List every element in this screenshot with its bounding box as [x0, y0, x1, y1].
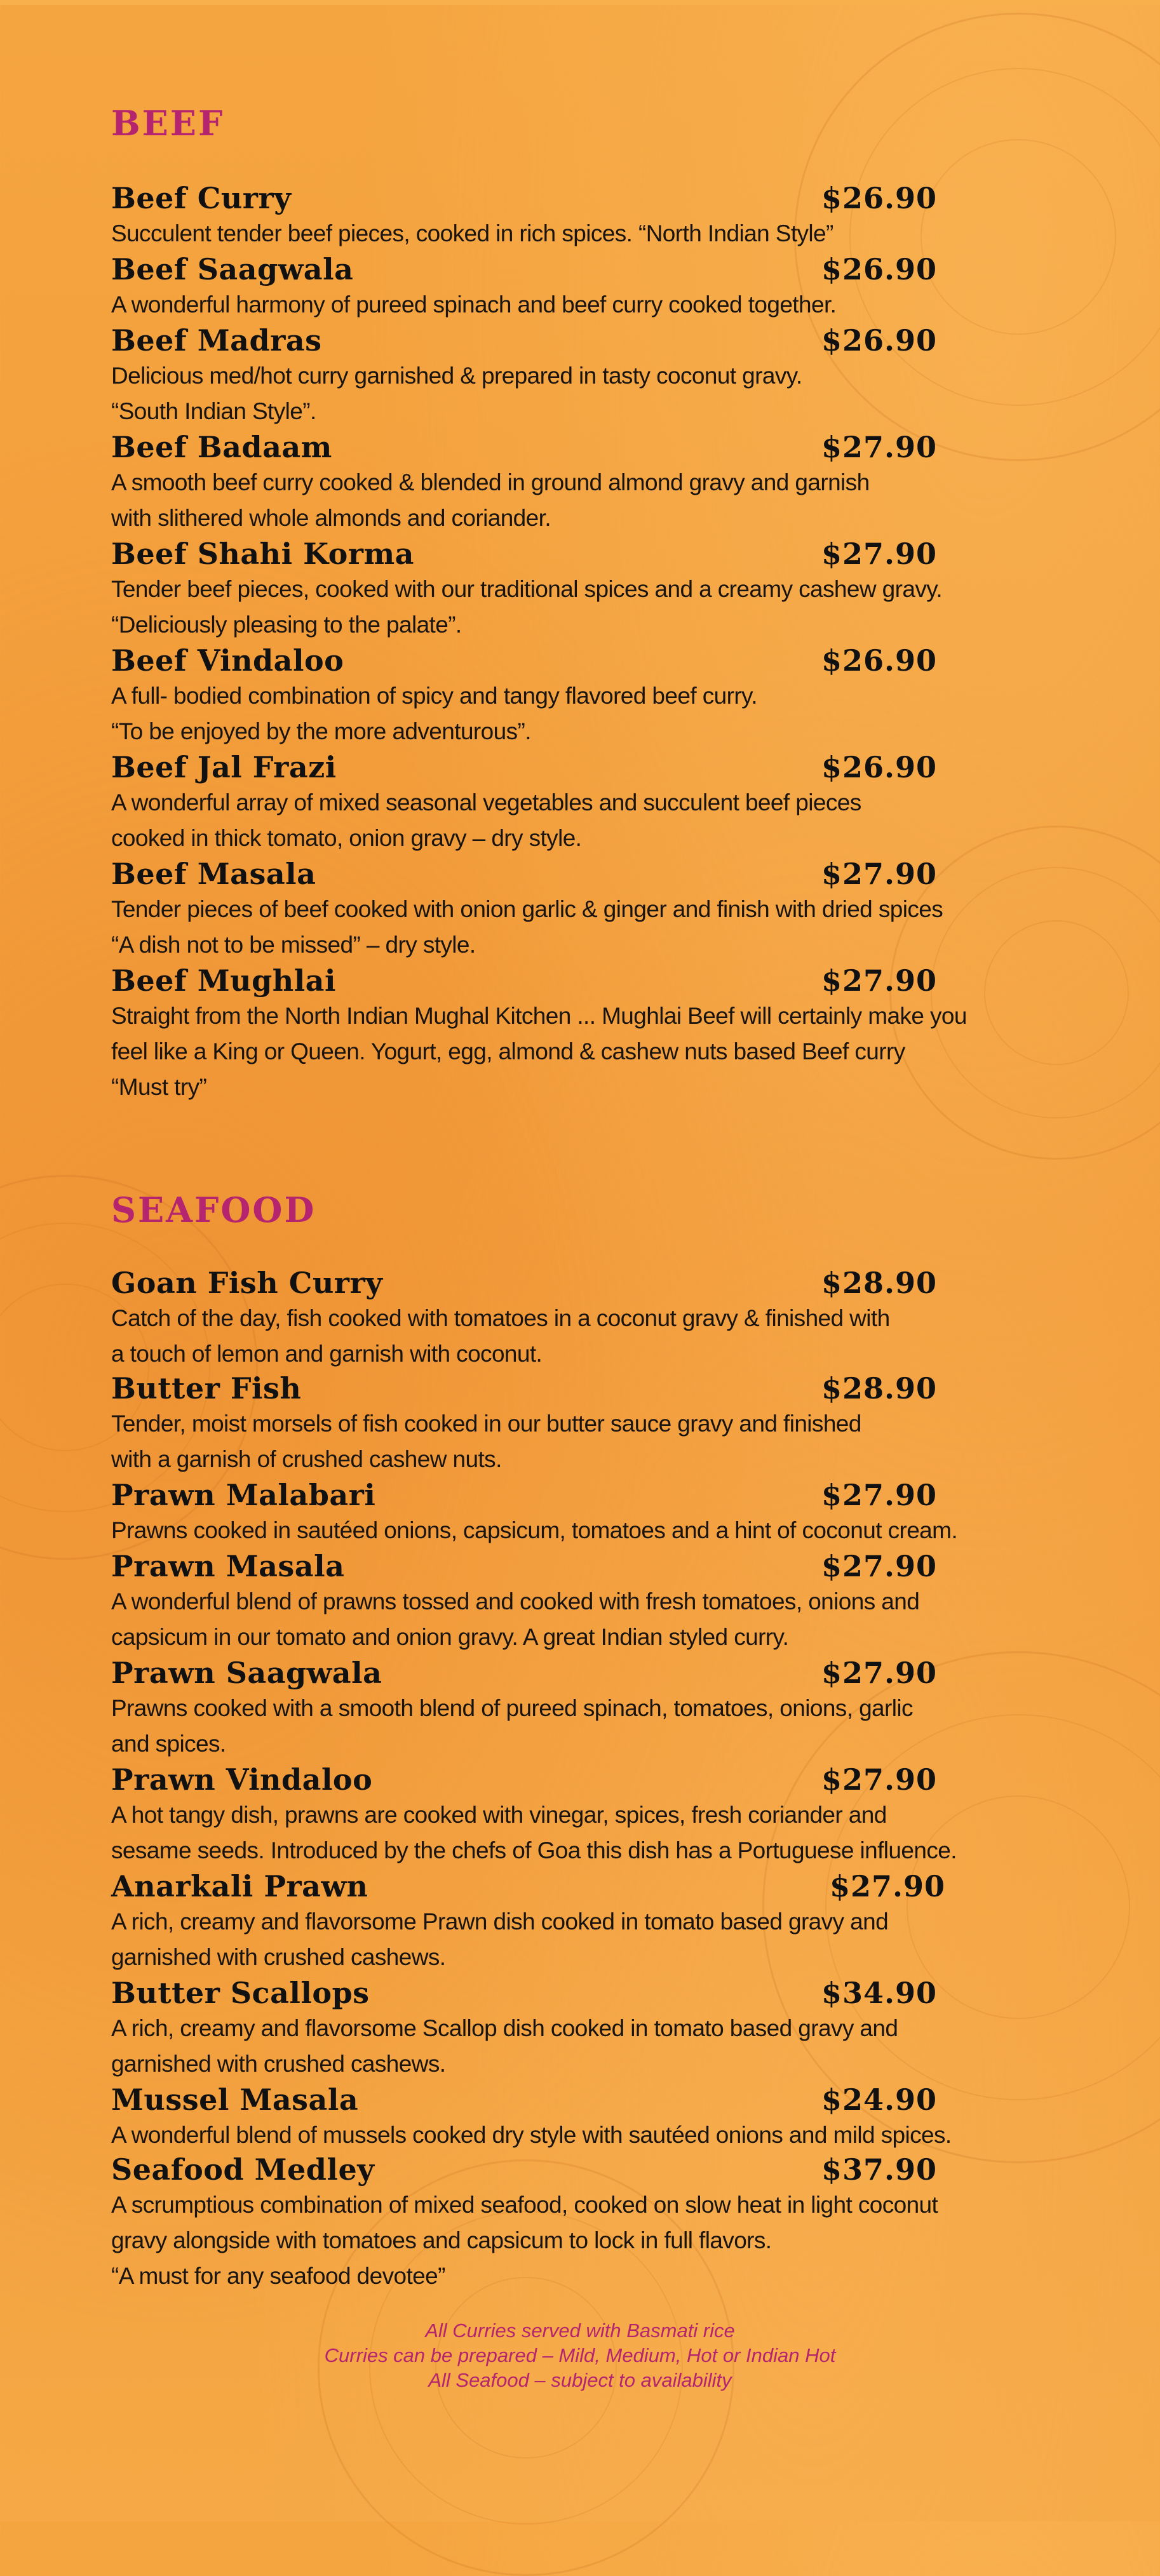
- item-description-line: “A dish not to be missed” – dry style.: [111, 932, 476, 958]
- item-name: Prawn Masala: [111, 1549, 345, 1583]
- item-name: Butter Scallops: [111, 1976, 370, 2010]
- menu-item: [111, 1371, 1001, 1477]
- item-price: $26.90: [821, 181, 938, 215]
- item-price: $28.90: [821, 1266, 938, 1300]
- section-title-seafood: SEAFOOD: [111, 1190, 316, 1230]
- item-description-line: Tender beef pieces, cooked with our traditional spices and a creamy cashew gravy.: [111, 576, 943, 602]
- item-name: Beef Curry: [111, 181, 292, 215]
- item-description-line: Delicious med/hot curry garnished & prepared in tasty coconut gravy.: [111, 363, 802, 389]
- item-description-line: Prawns cooked in sautéed onions, capsicum, tomatoes and a hint of coconut cream.: [111, 1517, 958, 1543]
- item-name: Prawn Saagwala: [111, 1656, 382, 1690]
- menu-item: [111, 643, 1001, 749]
- item-name: Anarkali Prawn: [111, 1869, 368, 1903]
- item-description-line: capsicum in our tomato and onion gravy. A great Indian styled curry.: [111, 1624, 789, 1650]
- item-name: Goan Fish Curry: [111, 1266, 383, 1300]
- item-price: $26.90: [821, 323, 938, 358]
- menu-item: [111, 536, 1001, 643]
- item-description-line: with a garnish of crushed cashew nuts.: [111, 1446, 502, 1472]
- menu-item: [111, 429, 1001, 536]
- item-description-line: with slithered whole almonds and coriander.: [111, 505, 551, 531]
- item-price: $26.90: [821, 750, 938, 784]
- top-border: [0, 0, 1160, 5]
- item-description-line: Succulent tender beef pieces, cooked in rich spices. “North Indian Style”: [111, 220, 833, 246]
- menu-item: [111, 1762, 1001, 1868]
- item-description-line: A hot tangy dish, prawns are cooked with vinegar, spices, fresh coriander and: [111, 1802, 887, 1828]
- menu-item: [111, 1548, 1001, 1655]
- item-description-line: Tender pieces of beef cooked with onion garlic & ginger and finish with dried spices: [111, 896, 943, 922]
- menu-item: [111, 963, 1001, 1105]
- footer-note: All Curries served with Basmati rice: [425, 2319, 735, 2342]
- item-name: Beef Saagwala: [111, 252, 354, 286]
- footer-note: All Seafood – subject to availability: [428, 2369, 732, 2391]
- menu-item: [111, 2082, 1001, 2153]
- item-description-line: sesame seeds. Introduced by the chefs of Goa this dish has a Portuguese influence.: [111, 1837, 957, 1863]
- item-price: $26.90: [821, 643, 938, 678]
- item-price: $27.90: [830, 1869, 946, 1903]
- item-name: Beef Shahi Korma: [111, 537, 414, 571]
- item-price: $27.90: [821, 963, 938, 998]
- item-description-line: “To be enjoyed by the more adventurous”.: [111, 718, 531, 744]
- menu-item: [111, 1655, 1001, 1762]
- item-price: $27.90: [821, 1549, 938, 1583]
- item-description-line: “Must try”: [111, 1074, 207, 1100]
- item-description-line: A scrumptious combination of mixed seafood, cooked on slow heat in light coconut: [111, 2192, 938, 2218]
- item-description-line: Prawns cooked with a smooth blend of pureed spinach, tomatoes, onions, garlic: [111, 1695, 913, 1721]
- item-description-line: and spices.: [111, 1731, 226, 1757]
- menu-item: [111, 749, 1001, 856]
- menu-item: [111, 1868, 1001, 1975]
- item-description-line: “South Indian Style”.: [111, 398, 316, 424]
- menu-item: [111, 2152, 1001, 2294]
- item-description-line: A wonderful harmony of pureed spinach and beef curry cooked together.: [111, 292, 837, 318]
- item-description-line: garnished with crushed cashews.: [111, 1944, 446, 1970]
- menu-footer-notes: [0, 2318, 1160, 2392]
- item-description-line: Tender, moist morsels of fish cooked in our butter sauce gravy and finished: [111, 1411, 861, 1437]
- menu-item: [111, 1477, 1001, 1548]
- item-description-line: A wonderful blend of prawns tossed and cooked with fresh tomatoes, onions and: [111, 1588, 920, 1614]
- item-description-line: A rich, creamy and flavorsome Prawn dish cooked in tomato based gravy and: [111, 1909, 889, 1935]
- item-name: Prawn Vindaloo: [111, 1762, 373, 1797]
- item-description-line: A full- bodied combination of spicy and tangy flavored beef curry.: [111, 683, 757, 709]
- menu-item: [111, 180, 1001, 252]
- item-description-line: garnished with crushed cashews.: [111, 2051, 446, 2077]
- item-description-line: a touch of lemon and garnish with coconut.: [111, 1341, 543, 1367]
- item-description-line: Catch of the day, fish cooked with tomatoes in a coconut gravy & finished with: [111, 1305, 890, 1331]
- item-description-line: “Deliciously pleasing to the palate”.: [111, 612, 462, 638]
- item-description-line: “A must for any seafood devotee”: [111, 2263, 445, 2289]
- item-price: $27.90: [821, 1762, 938, 1797]
- item-price: $28.90: [821, 1371, 938, 1405]
- item-name: Mussel Masala: [111, 2083, 359, 2117]
- item-description-line: feel like a King or Queen. Yogurt, egg, almond & cashew nuts based Beef curry: [111, 1038, 905, 1064]
- item-description-line: A smooth beef curry cooked & blended in ground almond gravy and garnish: [111, 469, 870, 495]
- item-name: Beef Vindaloo: [111, 643, 344, 678]
- item-price: $24.90: [821, 2083, 938, 2117]
- item-description-line: A wonderful array of mixed seasonal vegetables and succulent beef pieces: [111, 789, 861, 815]
- item-price: $26.90: [821, 252, 938, 286]
- menu-item: [111, 856, 1001, 963]
- menu-item: [111, 252, 1001, 323]
- item-price: $27.90: [821, 537, 938, 571]
- footer-note: Curries can be prepared – Mild, Medium, Hot or Indian Hot: [324, 2344, 836, 2366]
- item-name: Prawn Malabari: [111, 1478, 376, 1512]
- item-name: Beef Madras: [111, 323, 322, 358]
- item-price: $27.90: [821, 430, 938, 464]
- item-name: Beef Mughlai: [111, 963, 336, 998]
- section-title-beef: BEEF: [111, 103, 225, 144]
- item-name: Butter Fish: [111, 1371, 302, 1405]
- item-description-line: Straight from the North Indian Mughal Kitchen ... Mughlai Beef will certainly make you: [111, 1003, 967, 1029]
- item-price: $37.90: [821, 2152, 938, 2187]
- item-description-line: A rich, creamy and flavorsome Scallop dish cooked in tomato based gravy and: [111, 2015, 898, 2041]
- item-price: $27.90: [821, 857, 938, 891]
- item-price: $34.90: [821, 1976, 938, 2010]
- menu-item: [111, 323, 1001, 429]
- item-name: Beef Badaam: [111, 430, 332, 464]
- item-price: $27.90: [821, 1478, 938, 1512]
- item-name: Seafood Medley: [111, 2152, 375, 2187]
- item-description-line: gravy alongside with tomatoes and capsicum to lock in full flavors.: [111, 2227, 772, 2253]
- menu-item: [111, 1265, 1001, 1372]
- item-description-line: cooked in thick tomato, onion gravy – dry style.: [111, 825, 582, 851]
- menu-item: [111, 1975, 1001, 2082]
- item-price: $27.90: [821, 1656, 938, 1690]
- item-name: Beef Masala: [111, 857, 316, 891]
- item-description-line: A wonderful blend of mussels cooked dry style with sautéed onions and mild spices.: [111, 2122, 952, 2148]
- item-name: Beef Jal Frazi: [111, 750, 337, 784]
